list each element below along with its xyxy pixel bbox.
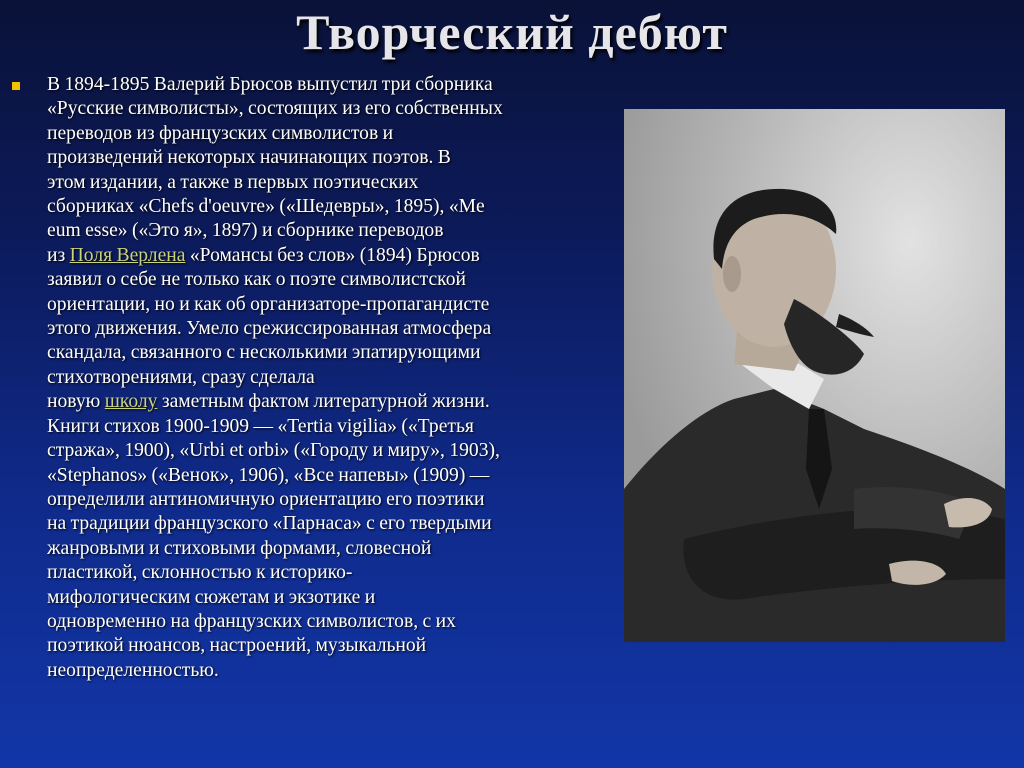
body-line: eum esse» («Это я», 1897) и сборнике переводов	[47, 220, 444, 242]
slide-body-text	[47, 73, 624, 683]
body-line: сборниках «Chefs d'oeuvre» («Шедевры», 1895), «Me	[47, 196, 485, 218]
body-line: этого движения. Умело срежиссированная атмосфера	[47, 318, 492, 340]
body-line	[47, 390, 624, 414]
body-text-fragment: из	[47, 244, 70, 266]
slide-title: Творческий дебют	[296, 4, 728, 60]
body-line: неопределенностью.	[47, 659, 219, 681]
body-line	[47, 244, 624, 268]
body-line: «Stephanos» («Венок», 1906), «Все напевы» (1909) —	[47, 464, 490, 486]
body-line: пластикой, склонностью к историко-	[47, 562, 353, 584]
body-line: переводов из французских символистов и	[47, 122, 394, 144]
body-line: произведений некоторых начинающих поэтов. В	[47, 147, 451, 169]
portrait-photo	[624, 109, 1005, 642]
body-line: ориентации, но и как об организаторе-пропагандисте	[47, 293, 490, 315]
bullet-icon	[12, 82, 20, 90]
body-line: этом издании, а также в первых поэтических	[47, 171, 419, 193]
link-school[interactable]: школу	[104, 391, 158, 413]
body-line: одновременно на французских символистов, с их	[47, 610, 456, 632]
link-verlaine[interactable]: Поля Верлена	[69, 244, 186, 266]
body-line: стража», 1900), «Urbi et orbi» («Городу и миру», 1903),	[47, 440, 500, 462]
body-line: стихотворениями, сразу сделала	[47, 366, 315, 388]
body-line: Книги стихов 1900-1909 — «Tertia vigilia» («Третья	[47, 415, 474, 437]
body-text-fragment: «Романсы без слов» (1894) Брюсов	[185, 244, 480, 266]
body-line: поэтикой нюансов, настроений, музыкальной	[47, 635, 427, 657]
body-line: «Русские символисты», состоящих из его собственных	[47, 98, 503, 120]
body-line: В 1894-1895 Валерий Брюсов выпустил три сборника	[47, 74, 493, 95]
body-line: на традиции французского «Парнаса» с его твердыми	[47, 513, 492, 535]
portrait-photo-icon	[624, 109, 1005, 642]
body-text-fragment: новую	[47, 391, 105, 413]
body-line: скандала, связанного с несколькими эпатирующими	[47, 342, 481, 364]
body-line: заявил о себе не только как о поэте символистской	[47, 269, 466, 291]
body-line: жанровыми и стиховыми формами, словесной	[47, 537, 432, 559]
body-text-fragment: заметным фактом литературной жизни.	[157, 391, 490, 413]
body-line: мифологическим сюжетам и экзотике и	[47, 586, 376, 608]
body-line: определили антиномичную ориентацию его поэтики	[47, 488, 485, 510]
